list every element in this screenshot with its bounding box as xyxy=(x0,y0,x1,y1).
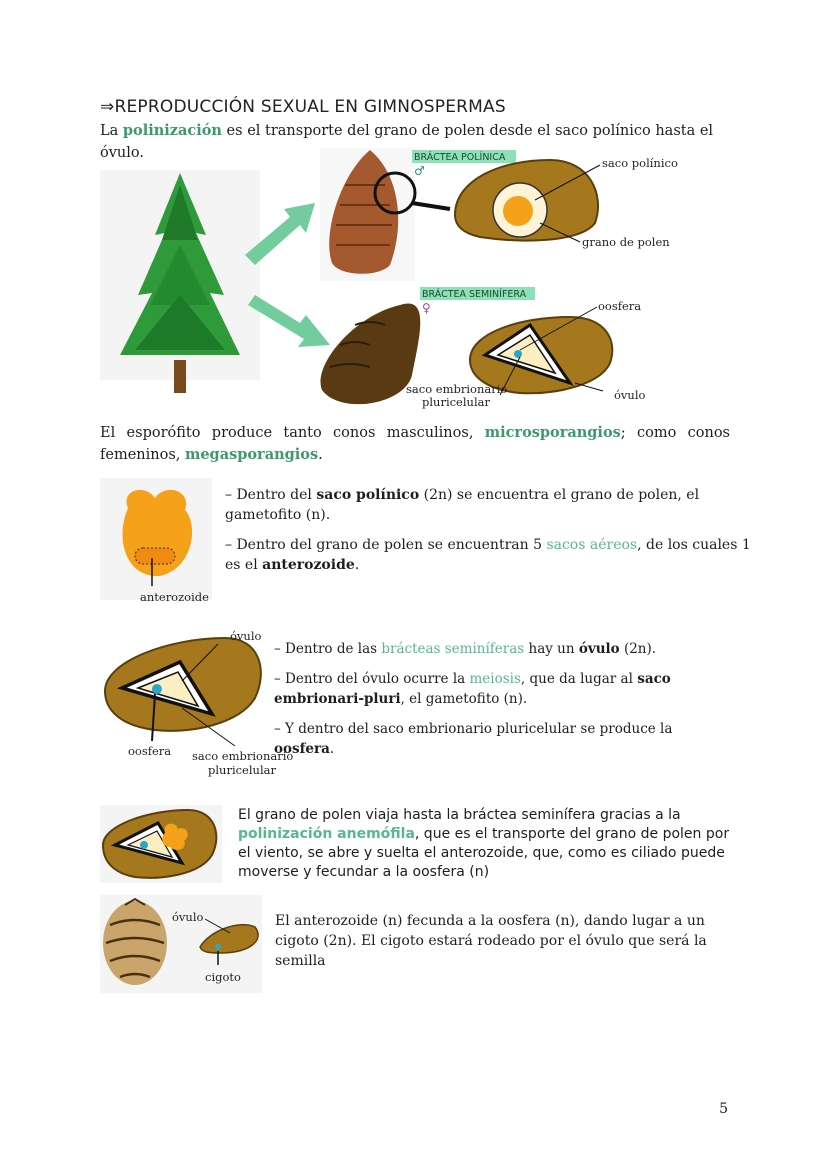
label-ovulo-3: óvulo xyxy=(172,910,204,924)
label-grano-polen: grano de polen xyxy=(582,235,670,249)
para2-text-mid: ; como conos femeninos, xyxy=(100,425,730,463)
label-saco-polinico: saco polínico xyxy=(602,156,678,170)
label-anterozoide: anterozoide xyxy=(140,590,209,604)
para2-text-end: . xyxy=(318,447,323,463)
label-pluricelular: pluricelular xyxy=(422,395,490,409)
pollination-figure xyxy=(100,805,225,885)
reproduction-figure xyxy=(100,145,700,420)
pollen-bullet-2: – Dentro del grano de polen se encuentran 5 sacos aéreos, de los cuales 1 es el anterozoide. xyxy=(225,537,751,573)
section-title: ⇒REPRODUCCIÓN SEXUAL EN GIMNOSPERMAS xyxy=(100,97,506,117)
pollen-bullet-1: – Dentro del saco polínico (2n) se encuentra el grano de polen, el gametofito (n). xyxy=(225,487,700,523)
label-ovulo-2: óvulo xyxy=(230,629,262,643)
pollen-grain-figure xyxy=(100,478,215,606)
zygote-figure xyxy=(100,895,265,995)
ovule-bullet-2: – Dentro del óvulo ocurre la meiosis, que da lugar al saco embrionari-pluri, el gametofito (n). xyxy=(274,671,671,707)
ovule-bullets xyxy=(274,639,714,769)
pollination-paragraph: El grano de polen viaja hasta la bráctea seminífera gracias a la polinización anemófila, que es el transporte del grano de polen por el viento, se abre y suelta el anterozoide, que, como es ciliado puede moverse y fecundar a la oosfera (n) xyxy=(238,807,730,880)
pollen-sac-diagram xyxy=(455,160,598,240)
label-pluricelular-2: pluricelular xyxy=(208,763,276,777)
ovule-bullet-3: – Y dentro del saco embrionario pluricelular se produce la oosfera. xyxy=(274,721,673,757)
sporophyte-paragraph xyxy=(100,422,730,466)
female-symbol: ♀ xyxy=(422,301,431,315)
intro-text: La xyxy=(100,123,123,139)
term-megasporangios: megasporangios xyxy=(184,446,319,463)
ovule-bullet-1: – Dentro de las brácteas seminíferas hay un óvulo (2n). xyxy=(274,641,657,657)
ovule-section-figure xyxy=(100,626,300,781)
page-number: 5 xyxy=(719,1101,728,1117)
pollen-bullets xyxy=(225,485,765,585)
intro-text-end: es el transporte del grano de polen desde el saco polínico hasta el óvulo. xyxy=(100,123,714,161)
label-saco-embrionario-2: saco embrionario xyxy=(192,749,294,763)
pine-tree-illustration xyxy=(100,170,260,393)
tag-bractea-seminifera: BRÁCTEA SEMINÍFERA xyxy=(422,289,527,300)
arrow-to-female-cone xyxy=(248,295,330,347)
label-saco-embrionario: saco embrionario xyxy=(406,382,508,396)
tag-bractea-polinica: BRÁCTEA POLÍNICA xyxy=(414,152,506,163)
term-polinizacion-anemofila: polinización anemófila xyxy=(238,826,415,842)
label-oosfera: oosfera xyxy=(598,299,642,313)
male-cone-illustration xyxy=(320,148,450,281)
term-microsporangios: microsporangios xyxy=(484,424,621,441)
label-ovulo: óvulo xyxy=(614,388,646,402)
para2-text: El esporófito produce tanto conos masculinos, xyxy=(100,425,485,441)
term-polinizacion: polinización xyxy=(122,122,222,139)
label-cigoto: cigoto xyxy=(205,970,241,984)
zygote-paragraph: El anterozoide (n) fecunda a la oosfera (n), dando lugar a un cigoto (2n). El cigoto estará rodeado por el óvulo que será la semilla xyxy=(275,913,707,969)
male-symbol: ♂ xyxy=(414,164,425,178)
label-oosfera-2: oosfera xyxy=(128,744,172,758)
